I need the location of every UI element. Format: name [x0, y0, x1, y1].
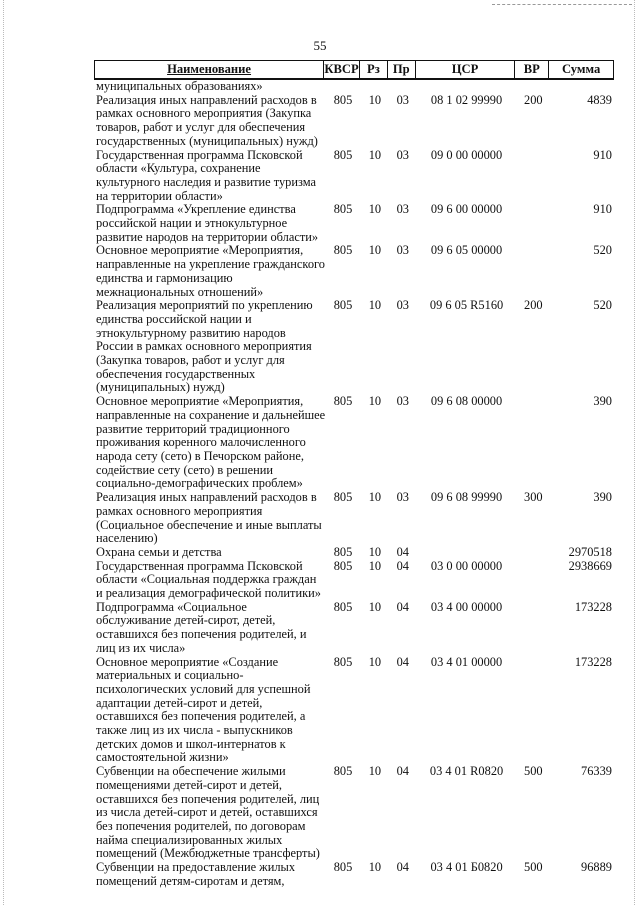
cell-pr: 03 [396, 202, 409, 217]
cell-name: Подпрограмма «Укрепление единства российской нации и этнокультурное развитие народов на территории области» [96, 202, 319, 244]
cell-name: Основное мероприятие «Создание материальных и социально-психологических условий для успешной адаптации детей-сирот и детей, оставшихся без попечения родителей, а также лиц из их числа - выпускников детских домов и школ-интернатов к самостоятельной жизни» [96, 654, 311, 765]
cell-sum: 390 [593, 490, 612, 505]
cell-sum: 4839 [587, 92, 612, 107]
cell-csr: 09 6 05 R5160 [429, 298, 504, 313]
cell-sum: 173228 [574, 599, 612, 614]
cell-rz: 10 [368, 544, 382, 559]
table-row [94, 395, 614, 491]
cell-csr: 09 6 08 99990 [430, 490, 503, 505]
cell-name: Подпрограмма «Социальное обслуживание детей-сирот, детей, оставшихся без попечения родителей, и лиц из их числа» [96, 599, 307, 655]
cell-vr: 500 [524, 860, 543, 875]
budget-table [94, 60, 614, 888]
cell-csr: 09 6 00 00000 [430, 202, 503, 217]
cell-pr: 04 [396, 599, 409, 614]
cell-name: Реализация иных направлений расходов в рамках основного мероприятия (Закупка товаров, работ и услуг для обеспечения государственных (муниципальных) нужд) [96, 92, 318, 148]
header-csr: ЦСР [416, 61, 516, 78]
cell-kvsr: 805 [333, 558, 353, 573]
cell-csr: 03 4 01 00000 [430, 654, 503, 669]
cell-vr: 500 [524, 764, 543, 779]
cell-rz: 10 [368, 92, 382, 107]
table-header [94, 60, 614, 80]
cell-csr: 03 4 01 Б0820 [430, 860, 503, 875]
table-row [94, 546, 614, 560]
cell-rz: 10 [368, 654, 382, 669]
cell-name: Субвенции на предоставление жилых помещений детям-сиротам и детям, [96, 860, 296, 888]
cell-name: Реализация иных направлений расходов в рамках основного мероприятия (Социальное обеспечение и иные выплаты населению) [96, 490, 322, 546]
cell-rz: 10 [368, 394, 382, 409]
cell-csr: 03 4 00 00000 [430, 599, 503, 614]
cell-rz: 10 [368, 764, 382, 779]
cell-kvsr: 805 [333, 599, 353, 614]
cell-sum: 910 [593, 202, 612, 217]
scan-edge-right [634, 0, 636, 905]
cell-sum: 2938669 [568, 558, 612, 573]
cell-kvsr: 805 [333, 654, 353, 669]
table-row [94, 244, 614, 299]
cell-sum: 173228 [574, 654, 612, 669]
cell-name: Основное мероприятие «Мероприятия, направленные на укрепление гражданского единства и гармонизацию межнациональных отношений» [96, 243, 325, 299]
header-rz: Рз [360, 61, 388, 78]
table-row [94, 80, 614, 94]
cell-rz: 10 [368, 599, 382, 614]
cell-rz: 10 [368, 298, 382, 313]
cell-pr: 03 [396, 92, 409, 107]
cell-sum: 96889 [581, 860, 612, 875]
cell-csr: 09 6 08 00000 [430, 394, 503, 409]
cell-name: Государственная программа Псковской области «Культура, сохранение культурного наследия и развитие туризма на территории области» [96, 147, 316, 203]
cell-sum: 520 [593, 243, 612, 258]
header-vr: ВР [515, 61, 549, 78]
header-name: Наименование [95, 61, 324, 78]
table-row [94, 601, 614, 656]
cell-sum: 76339 [581, 764, 612, 779]
cell-kvsr: 805 [333, 243, 353, 258]
cell-rz: 10 [368, 558, 382, 573]
cell-kvsr: 805 [333, 490, 353, 505]
cell-sum: 520 [593, 298, 612, 313]
cell-pr: 03 [396, 394, 409, 409]
table-row [94, 656, 614, 766]
table-row [94, 94, 614, 149]
table-row [94, 491, 614, 546]
cell-kvsr: 805 [333, 92, 353, 107]
cell-csr: 03 4 01 R0820 [429, 764, 504, 779]
cell-vr: 200 [524, 92, 543, 107]
cell-name: Основное мероприятие «Мероприятия, направленные на сохранение и дальнейшее развитие территорий традиционного проживания коренного малочисленного народа сету (сето) в Печорском районе, содействие сету (сето) в решении социально-демографических проблем» [96, 394, 326, 491]
cell-name: Реализация мероприятий по укреплению единства российской нации и этнокультурному развитию народов России в рамках основного мероприятия (Закупка товаров, работ и услуг для обеспечения государственных (муниципальных) нужд) [96, 298, 313, 395]
table-row [94, 560, 614, 601]
cell-sum: 910 [593, 147, 612, 162]
cell-pr: 03 [396, 243, 409, 258]
cell-sum: 390 [593, 394, 612, 409]
cell-pr: 03 [396, 298, 409, 313]
cell-pr: 04 [396, 860, 409, 875]
cell-csr: 03 0 00 00000 [430, 558, 503, 573]
cell-vr: 300 [524, 490, 543, 505]
table-row [94, 861, 614, 888]
cell-pr: 04 [396, 558, 409, 573]
cell-vr: 200 [524, 298, 543, 313]
cell-kvsr: 805 [333, 298, 353, 313]
cell-rz: 10 [368, 490, 382, 505]
cell-name: Охрана семьи и детства [96, 544, 222, 559]
cell-kvsr: 805 [333, 764, 353, 779]
cell-rz: 10 [368, 202, 382, 217]
table-row [94, 299, 614, 395]
table-row [94, 149, 614, 204]
cell-rz: 10 [368, 860, 382, 875]
scan-artifact-line [492, 4, 632, 6]
cell-name: Субвенции на обеспечение жилыми помещениями детей-сирот и детей, оставшихся без попечения родителей, лиц из числа детей-сирот и детей, оставшихся без попечения родителей, по договорам найма специализированных жилых помещений (Межбюджетные трансферты) [96, 764, 320, 861]
cell-kvsr: 805 [333, 202, 353, 217]
cell-rz: 10 [368, 147, 382, 162]
header-kvsr: КВСР [324, 62, 359, 76]
table-row [94, 765, 614, 861]
cell-pr: 04 [396, 544, 409, 559]
header-sum: Сумма [561, 62, 601, 76]
cell-kvsr: 805 [333, 860, 353, 875]
cell-pr: 04 [396, 654, 409, 669]
scan-edge-left [3, 0, 5, 905]
cell-pr: 03 [396, 147, 409, 162]
header-pr: Пр [388, 61, 416, 78]
page-number: 55 [313, 38, 327, 53]
cell-csr: 09 0 00 00000 [430, 147, 503, 162]
cell-csr: 09 6 05 00000 [430, 243, 503, 258]
cell-pr: 03 [396, 490, 409, 505]
cell-name: муниципальных образованиях» [96, 79, 263, 93]
cell-kvsr: 805 [333, 394, 353, 409]
cell-sum: 2970518 [568, 544, 612, 559]
cell-kvsr: 805 [333, 147, 353, 162]
cell-pr: 04 [396, 764, 409, 779]
cell-csr: 08 1 02 99990 [430, 92, 503, 107]
cell-kvsr: 805 [333, 544, 353, 559]
table-row [94, 203, 614, 244]
cell-rz: 10 [368, 243, 382, 258]
cell-name: Государственная программа Псковской области «Социальная поддержка граждан и реализация демографической политики» [96, 558, 321, 601]
